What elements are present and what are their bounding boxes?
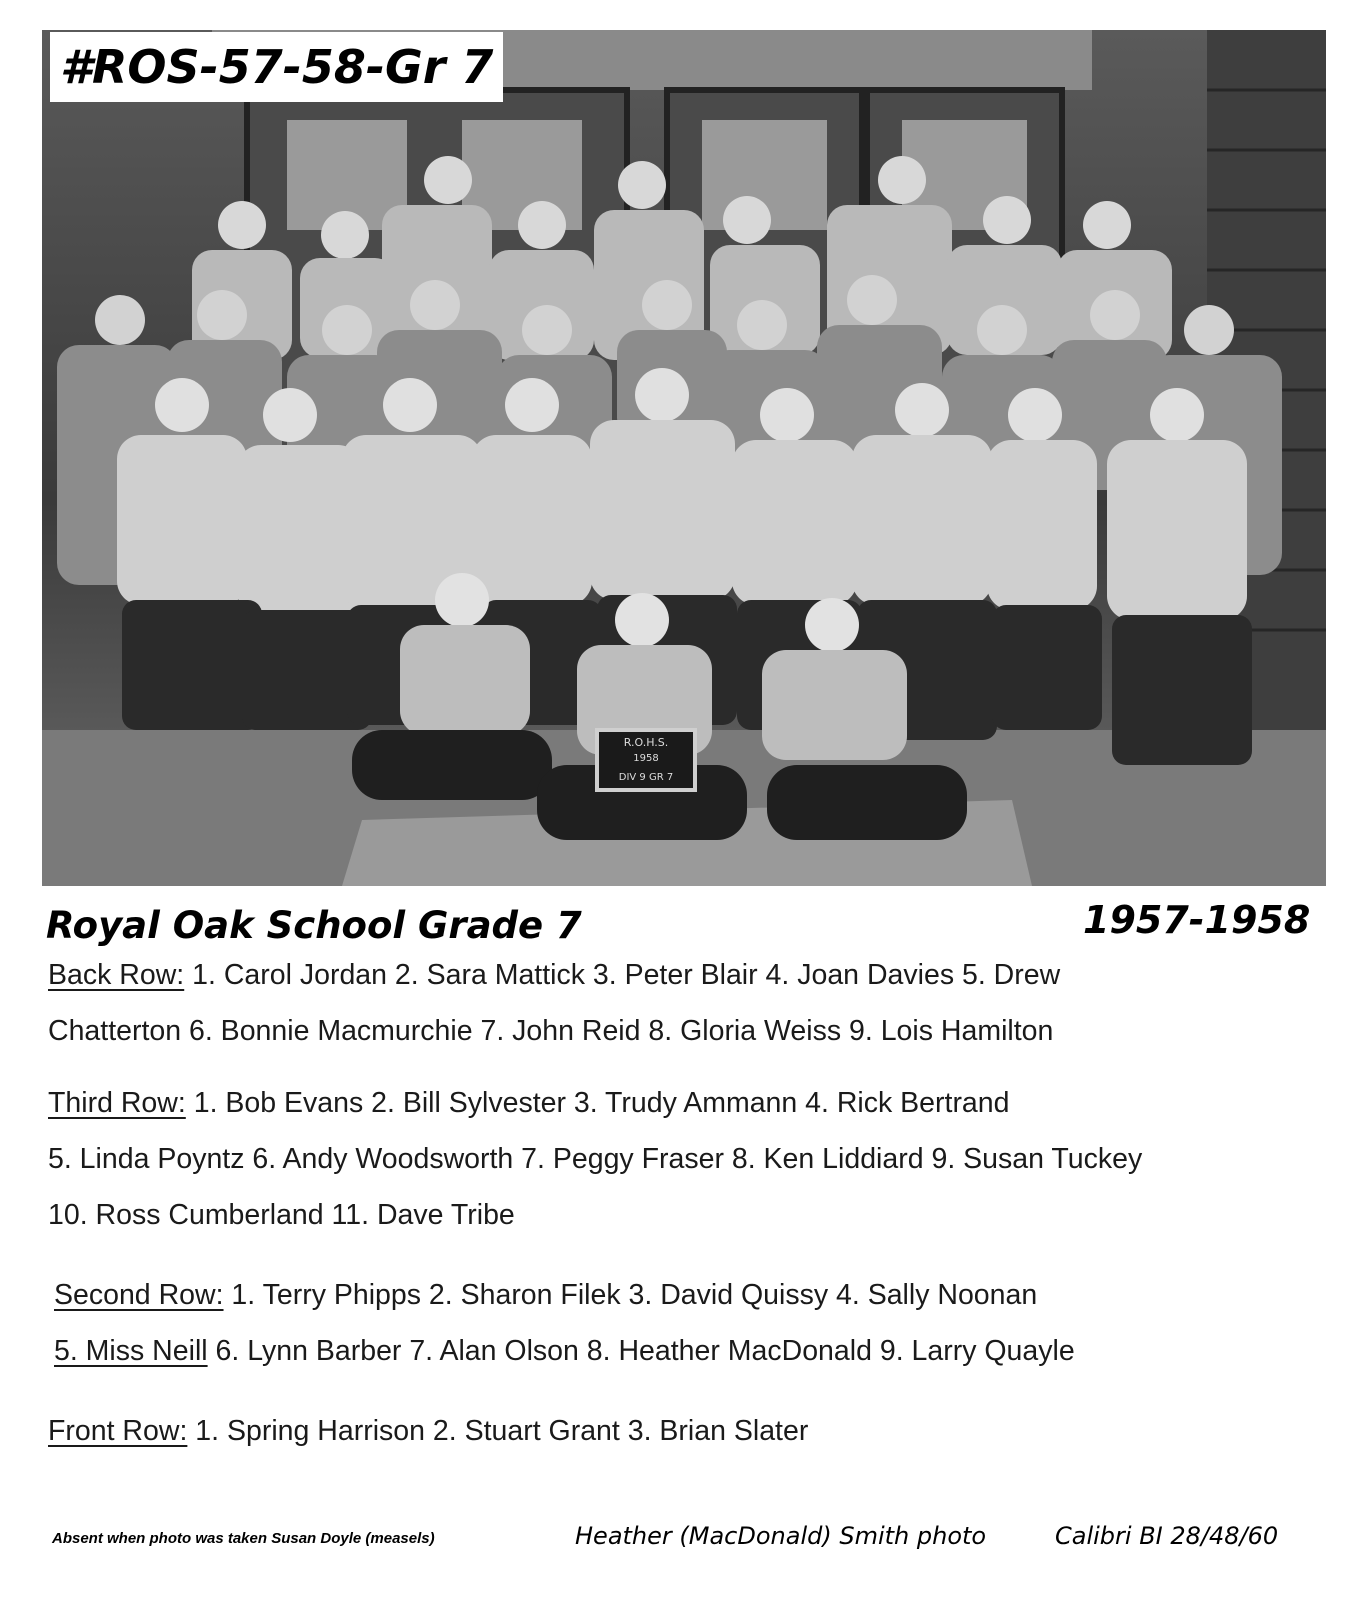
back-row-names-1: 1. Carol Jordan 2. Sara Mattick 3. Peter Blair 4. Joan Davies 5. Drew bbox=[184, 959, 1061, 991]
second-row-label: Second Row: bbox=[54, 1279, 224, 1311]
catalog-id-label: #ROS-57-58-Gr 7 bbox=[50, 32, 503, 102]
back-row-label: Back Row: bbox=[48, 959, 185, 991]
slate-line-3: DIV 9 GR 7 bbox=[618, 772, 674, 783]
second-row-names-2: 6. Lynn Barber 7. Alan Olson 8. Heather MacDonald 9. Larry Quayle bbox=[207, 1335, 1075, 1367]
back-row-names-2: Chatterton 6. Bonnie Macmurchie 7. John Reid 8. Gloria Weiss 9. Lois Hamilton bbox=[48, 1015, 1054, 1047]
class-photo-illustration bbox=[42, 30, 1326, 886]
photo-credit: Heather (MacDonald) Smith photo bbox=[575, 1522, 987, 1550]
class-photo bbox=[42, 30, 1326, 886]
front-row-label: Front Row: bbox=[48, 1415, 188, 1447]
front-row-line-1 bbox=[48, 1413, 808, 1449]
second-row-names-1: 1. Terry Phipps 2. Sharon Filek 3. David Quissy 4. Sally Noonan bbox=[223, 1279, 1038, 1311]
year-range: 1957-1958 bbox=[1083, 898, 1311, 942]
third-row-line-1 bbox=[48, 1085, 1010, 1121]
front-row-names-1: 1. Spring Harrison 2. Stuart Grant 3. Brian Slater bbox=[187, 1415, 809, 1447]
second-row-teacher: 5. Miss Neill bbox=[54, 1335, 208, 1367]
font-note: Calibri BI 28/48/60 bbox=[1055, 1522, 1279, 1550]
absent-note: Absent when photo was taken Susan Doyle (measels) bbox=[52, 1530, 435, 1547]
second-row-line-1 bbox=[54, 1277, 1037, 1313]
third-row-names-1: 1. Bob Evans 2. Bill Sylvester 3. Trudy Ammann 4. Rick Bertrand bbox=[185, 1087, 1010, 1119]
third-row-names-3: 10. Ross Cumberland 11. Dave Tribe bbox=[48, 1199, 515, 1231]
third-row-label: Third Row: bbox=[48, 1087, 186, 1119]
third-row-names-2: 5. Linda Poyntz 6. Andy Woodsworth 7. Peggy Fraser 8. Ken Liddiard 9. Susan Tuckey bbox=[48, 1143, 1143, 1175]
school-title: Royal Oak School Grade 7 bbox=[46, 904, 582, 947]
back-row-line-1 bbox=[48, 957, 1060, 993]
second-row-line-2 bbox=[54, 1333, 1075, 1369]
third-row-line-3 bbox=[48, 1197, 515, 1233]
third-row-line-2 bbox=[48, 1141, 1142, 1177]
slate-line-2: 1958 bbox=[633, 753, 659, 764]
back-row-line-2 bbox=[48, 1013, 1053, 1049]
slate-line-1: R.O.H.S. bbox=[623, 736, 669, 749]
